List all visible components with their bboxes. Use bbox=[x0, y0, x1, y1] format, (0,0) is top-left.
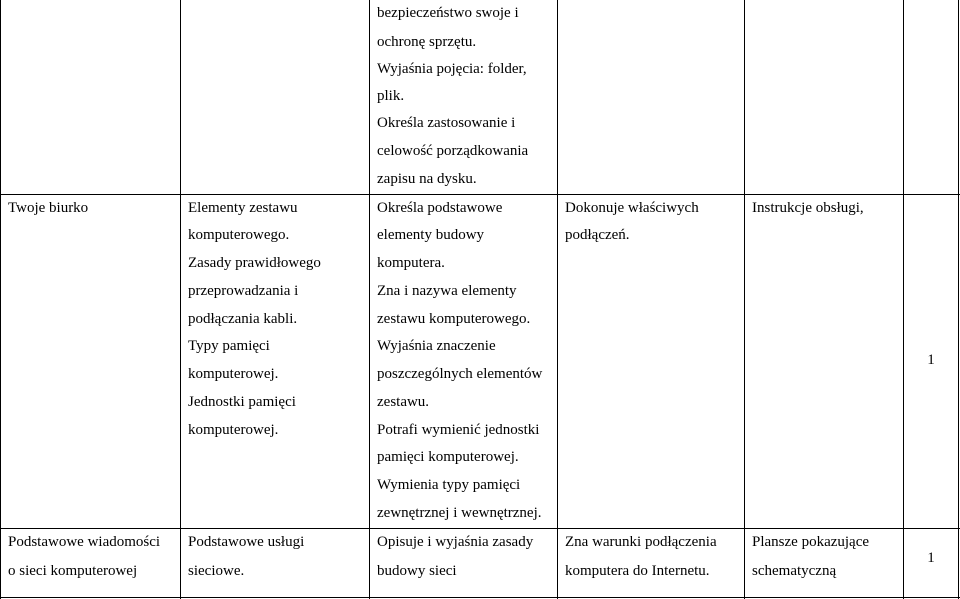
text-line: podłączeń. bbox=[565, 227, 630, 243]
text-line: ochronę sprzętu. bbox=[377, 34, 477, 50]
text-line: Elementy zestawu bbox=[188, 200, 298, 216]
text-line: Zasady prawidłowego bbox=[188, 255, 321, 271]
text-line: Zna warunki podłączenia bbox=[565, 534, 717, 550]
column-divider-1 bbox=[180, 0, 181, 599]
text-line: zestawu komputerowego. bbox=[377, 311, 531, 327]
text-line: Dokonuje właściwych bbox=[565, 200, 699, 216]
text-line: Podstawowe wiadomości bbox=[8, 534, 161, 550]
text-line: Określa zastosowanie i bbox=[377, 115, 516, 131]
text-line: Podstawowe usługi bbox=[188, 534, 305, 550]
text-line: Wyjaśnia znaczenie bbox=[377, 338, 496, 354]
text-line: komputera do Internetu. bbox=[565, 563, 710, 579]
text-line: Plansze pokazujące bbox=[752, 534, 870, 550]
text-line: schematyczną bbox=[752, 563, 837, 579]
text-line: Typy pamięci bbox=[188, 338, 270, 354]
text-line: komputerowej. bbox=[188, 366, 279, 382]
text-line: Jednostki pamięci bbox=[188, 394, 296, 410]
column-divider-3 bbox=[557, 0, 558, 599]
text-line: przeprowadzania i bbox=[188, 283, 299, 299]
column-divider-5 bbox=[903, 0, 904, 599]
text-line: bezpieczeństwo swoje i bbox=[377, 5, 519, 21]
table-border-left bbox=[0, 0, 1, 599]
text-line: Wymienia typy pamięci bbox=[377, 477, 521, 493]
column-divider-2 bbox=[369, 0, 370, 599]
text-line: celowość porządkowania bbox=[377, 143, 529, 159]
text-line: komputerowego. bbox=[188, 227, 290, 243]
text-line: elementy budowy bbox=[377, 227, 485, 243]
text-line: Instrukcje obsługi, bbox=[752, 200, 864, 216]
row-divider-2 bbox=[0, 528, 960, 529]
text-line: o sieci komputerowej bbox=[8, 563, 138, 579]
text-line: komputerowej. bbox=[188, 422, 279, 438]
text-line: Potrafi wymienić jednostki bbox=[377, 422, 540, 438]
text-line: Wyjaśnia pojęcia: folder, bbox=[377, 61, 527, 77]
table-border-right bbox=[958, 0, 959, 599]
text-line: pamięci komputerowej. bbox=[377, 449, 519, 465]
hours-count: 1 bbox=[927, 550, 935, 566]
text-line: budowy sieci bbox=[377, 563, 457, 579]
text-line: Opisuje i wyjaśnia zasady bbox=[377, 534, 534, 550]
text-line: Zna i nazywa elementy bbox=[377, 283, 517, 299]
text-line: zestawu. bbox=[377, 394, 430, 410]
hours-count: 1 bbox=[927, 352, 935, 368]
row-divider-1 bbox=[0, 194, 960, 195]
text-line: zewnętrznej i wewnętrznej. bbox=[377, 505, 542, 521]
text-line: podłączania kabli. bbox=[188, 311, 298, 327]
text-line: Określa podstawowe bbox=[377, 200, 503, 216]
text-line: poszczególnych elementów bbox=[377, 366, 543, 382]
column-divider-4 bbox=[744, 0, 745, 599]
table-border-bottom bbox=[0, 597, 960, 598]
text-line: plik. bbox=[377, 88, 405, 104]
text-line: komputera. bbox=[377, 255, 445, 271]
topic-title: Twoje biurko bbox=[8, 200, 89, 216]
text-line: sieciowe. bbox=[188, 563, 245, 579]
text-line: zapisu na dysku. bbox=[377, 171, 477, 187]
